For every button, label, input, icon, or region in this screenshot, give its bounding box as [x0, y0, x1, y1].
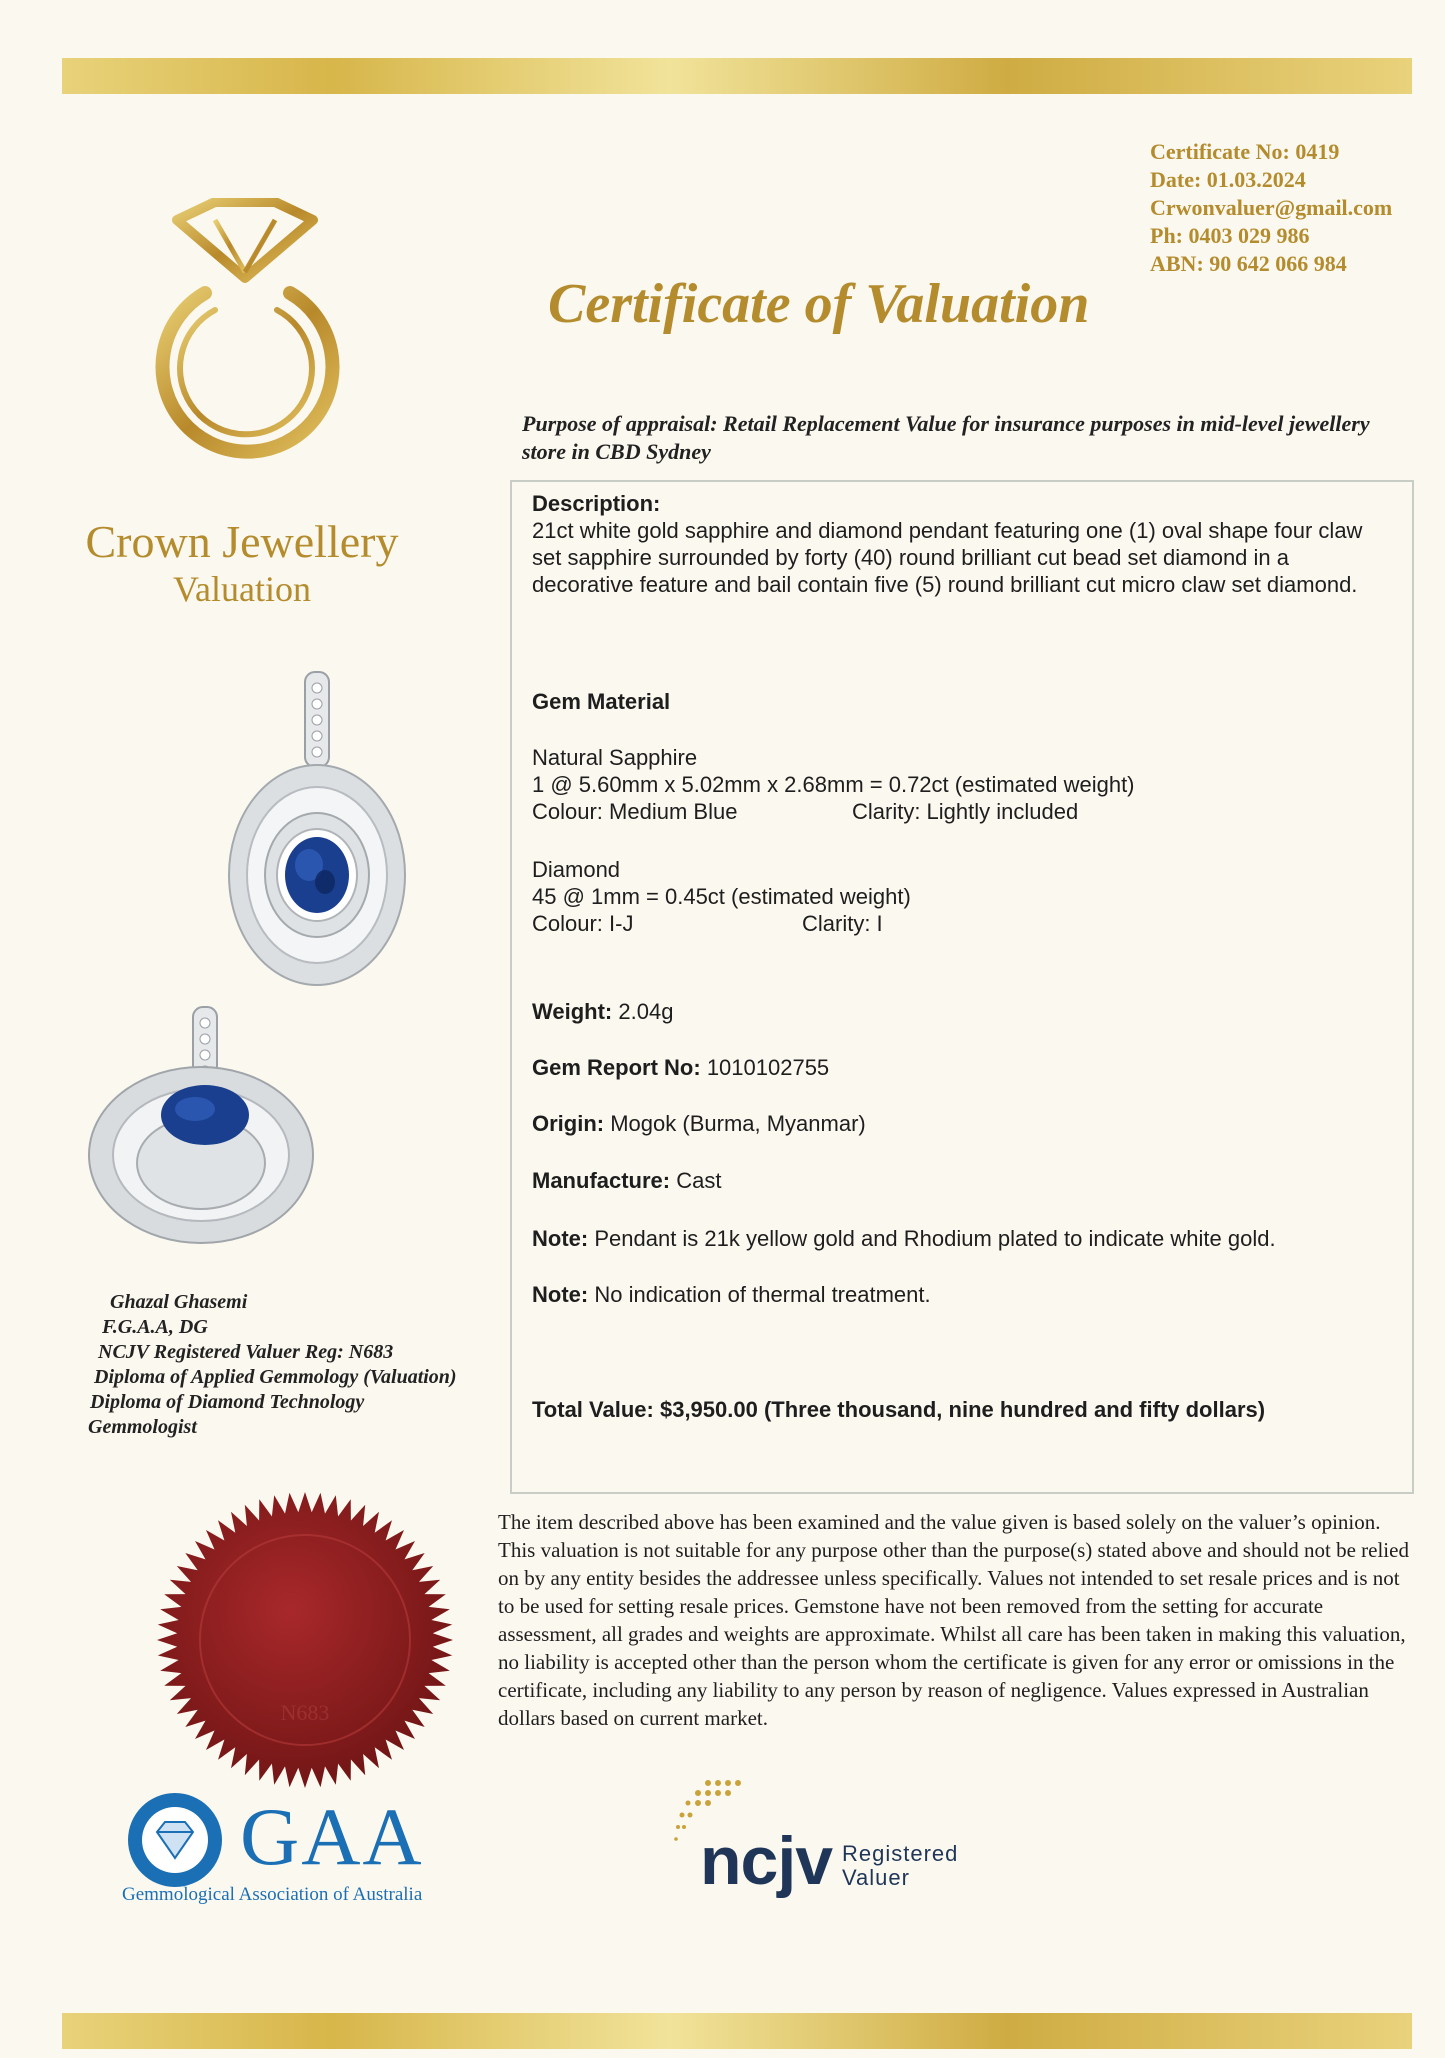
- brand-name: Crown Jewellery: [85, 516, 399, 567]
- brand-subtitle: Valuation: [173, 569, 311, 609]
- note-treatment-value: No indication of thermal treatment.: [594, 1282, 931, 1307]
- valuer-diploma-gemmology: Diploma of Applied Gemmology (Valuation): [94, 1366, 457, 1388]
- total-value-row: [532, 1396, 1402, 1423]
- sapphire-measurements: 1 @ 5.60mm x 5.02mm x 2.68mm = 0.72ct (estimated weight): [532, 772, 1135, 797]
- sapphire-clarity: Clarity: Lightly included: [852, 799, 1079, 824]
- gem-report-row: [532, 1054, 829, 1081]
- certificate-number: Certificate No: 0419: [1150, 139, 1340, 164]
- ring-logo-icon: [115, 198, 375, 498]
- total-value-label: Total Value:: [532, 1397, 654, 1422]
- origin-value: Mogok (Burma, Myanmar): [610, 1111, 866, 1136]
- ncjv-valuer: Valuer: [842, 1865, 910, 1890]
- pendant-side-image: [85, 1005, 315, 1250]
- gem-report-value: 1010102755: [706, 1055, 830, 1080]
- diamond-section: [532, 856, 1382, 937]
- valuer-role: Gemmologist: [88, 1416, 197, 1438]
- note-treatment-label: Note:: [532, 1282, 589, 1307]
- purpose-of-appraisal: Purpose of appraisal: Retail Replacement Value for insurance purposes in mid-level jewellery store in CBD Sydney: [522, 411, 1370, 464]
- gaa-emblem-icon: [125, 1790, 225, 1890]
- total-value-amount: $3,950.00 (Three thousand, nine hundred and fifty dollars): [659, 1397, 1266, 1422]
- valuer-registration: NCJV Registered Valuer Reg: N683: [98, 1341, 394, 1363]
- description-label: Description:: [532, 491, 661, 516]
- seal-text: N683: [280, 1700, 330, 1725]
- top-gold-bar: [62, 58, 1412, 94]
- manufacture-value: Cast: [676, 1168, 722, 1193]
- abn-number: ABN: 90 642 066 984: [1150, 251, 1347, 276]
- wax-seal-icon: [155, 1490, 455, 1790]
- note-treatment-row: [532, 1281, 931, 1308]
- note-plating-value: Pendant is 21k yellow gold and Rhodium plated to indicate white gold.: [594, 1226, 1276, 1251]
- weight-row: [532, 998, 673, 1025]
- manufacture-row: [532, 1167, 722, 1194]
- gem-material-heading: Gem Material: [532, 689, 671, 714]
- valuer-name: Ghazal Ghasemi: [110, 1291, 248, 1313]
- bottom-gold-bar: [62, 2013, 1412, 2049]
- contact-phone: Ph: 0403 029 986: [1150, 223, 1310, 248]
- certificate-date: Date: 01.03.2024: [1150, 167, 1306, 192]
- ncjv-registered-valuer: [842, 1842, 958, 1890]
- disclaimer-text: The item described above has been examined and the value given is based solely on the valuer’s opinion. This valuation is not suitable for any purpose other than the purpose(s) stated above and should not be relied on by any entity besides the addressee unless specifically. Values not intended to set resale prices and is not to be used for setting resale prices. Gemstone have not been removed from the setting for accurate assessment, all grades and weights are approximate. Whilst all care has been taken in making this valuation, no liability is accepted other than the person whom the certificate is given for any error or omissions in the certificate, including any liability to any person by reason of negligence. Values expressed in Australian dollars based on current market.: [498, 1510, 1409, 1730]
- pendant-front-image: [225, 670, 410, 990]
- gaa-logo-text: GAA: [240, 1791, 424, 1882]
- valuer-qualifications: F.G.A.A, DG: [102, 1316, 208, 1338]
- gem-report-label: Gem Report No:: [532, 1055, 701, 1080]
- sapphire-colour: Colour: Medium Blue: [532, 799, 738, 824]
- manufacture-label: Manufacture:: [532, 1168, 671, 1193]
- valuer-diploma-diamond: Diploma of Diamond Technology: [90, 1391, 365, 1413]
- diamond-clarity: Clarity: I: [802, 911, 883, 936]
- origin-row: [532, 1110, 866, 1137]
- ncjv-registered: Registered: [842, 1841, 959, 1866]
- details-box: [510, 480, 1414, 1494]
- description-section: [532, 490, 1382, 598]
- contact-email: Crwonvaluer@gmail.com: [1150, 195, 1393, 220]
- note-plating-label: Note:: [532, 1226, 589, 1251]
- valuer-credentials: [88, 1290, 457, 1440]
- diamond-name: Diamond: [532, 857, 621, 882]
- diamond-measurements: 45 @ 1mm = 0.45ct (estimated weight): [532, 884, 911, 909]
- weight-label: Weight:: [532, 999, 613, 1024]
- weight-value: 2.04g: [618, 999, 674, 1024]
- gaa-caption: Gemmological Association of Australia: [122, 1884, 423, 1905]
- note-plating-row: [532, 1225, 1402, 1252]
- description-text: 21ct white gold sapphire and diamond pendant featuring one (1) oval shape four claw set sapphire surrounded by forty (40) round brilliant cut bead set diamond in a decorative feature and bail contain five (5) round brilliant cut micro claw set diamond.: [532, 518, 1363, 597]
- page-title: Certificate of Valuation: [548, 273, 1090, 335]
- sapphire-section: [532, 744, 1382, 825]
- origin-label: Origin:: [532, 1111, 605, 1136]
- certificate-info: [1150, 138, 1392, 278]
- ncjv-logo-text: ncjv: [700, 1823, 833, 1899]
- seal-body: [157, 1492, 453, 1788]
- sapphire-name: Natural Sapphire: [532, 745, 698, 770]
- diamond-colour: Colour: I-J: [532, 911, 634, 936]
